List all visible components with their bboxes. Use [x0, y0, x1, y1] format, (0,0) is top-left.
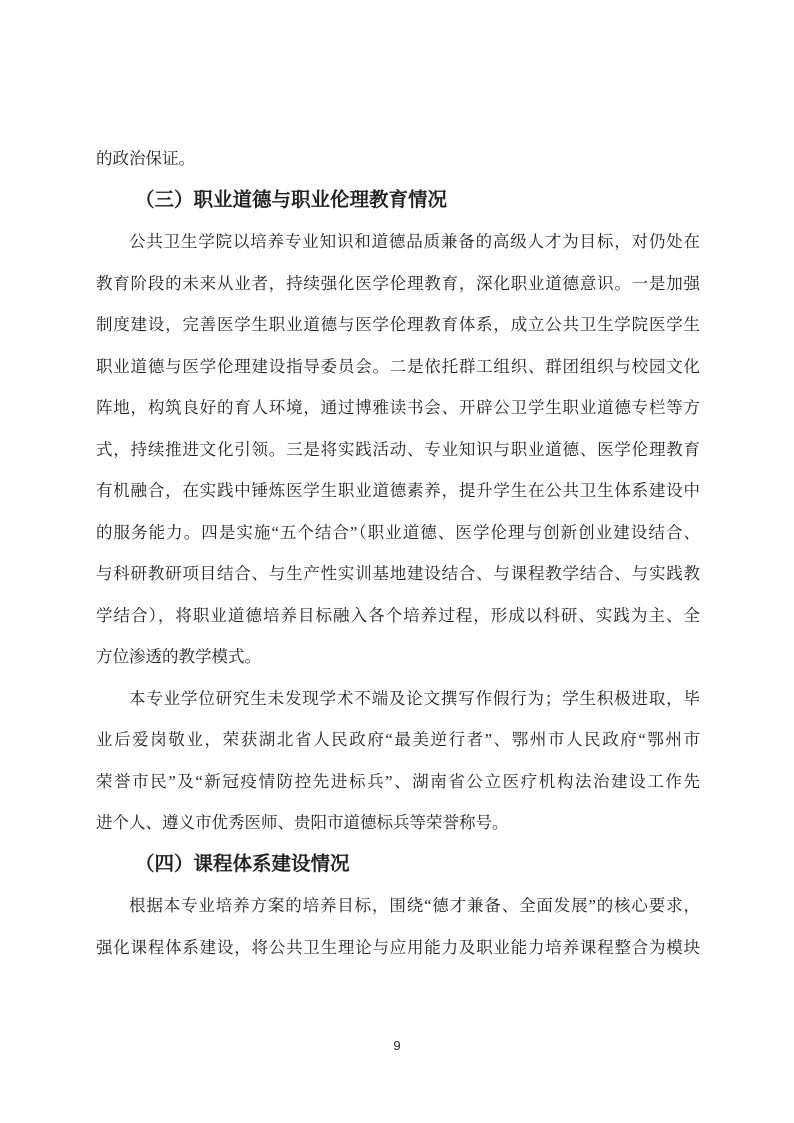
paragraph-line: 式，持续推进文化引领。三是将实践活动、专业知识与职业道德、医学伦理教育 [96, 439, 700, 459]
paragraph-line: 教育阶段的未来从业者，持续强化医学伦理教育，深化职业道德意识。一是加强 [96, 273, 700, 293]
section-heading: （三）职业道德与职业伦理教育情况 [135, 189, 448, 211]
paragraph-line: 业后爱岗敬业，荣获湖北省人民政府“最美逆行者”、鄂州市人民政府“鄂州市 [96, 730, 700, 749]
paragraph-line: 职业道德与医学伦理建设指导委员会。二是依托群工组织、群团组织与校园文化 [96, 356, 700, 376]
paragraph-line: 学结合），将职业道德培养目标融入各个培养过程，形成以科研、实践为主、全 [96, 605, 700, 625]
paragraph-line: 进个人、遵义市优秀医师、贵阳市道德标兵等荣誉称号。 [96, 813, 509, 832]
paragraph-line: 与科研教研项目结合、与生产性实训基地建设结合、与课程教学结合、与实践教 [96, 564, 700, 583]
document-body [96, 138, 700, 968]
paragraph-line: 制度建设，完善医学生职业道德与医学伦理教育体系，成立公共卫生学院医学生 [96, 315, 700, 334]
paragraph-line: 荣誉市民”及“新冠疫情防控先进标兵”、湖南省公立医疗机构法治建设工作先 [96, 771, 700, 791]
paragraph-line: 强化课程体系建设，将公共卫生理论与应用能力及职业能力培养课程整合为模块 [96, 937, 700, 957]
paragraph-line: 的政治保证。 [96, 149, 195, 168]
paragraph-line: 本专业学位研究生未发现学术不端及论文撰写作假行为；学生积极进取，毕 [129, 688, 700, 708]
paragraph-line: 有机融合，在实践中锤炼医学生职业道德素养，提升学生在公共卫生体系建设中 [96, 481, 700, 500]
paragraph-line: 公共卫生学院以培养专业知识和道德品质兼备的高级人才为目标，对仍处在 [129, 232, 700, 251]
paragraph-line: 阵地，构筑良好的育人环境，通过博雅读书会、开辟公卫学生职业道德专栏等方 [96, 398, 700, 417]
paragraph-line: 的服务能力。四是实施“五个结合”（职业道德、医学伦理与创新创业建设结合、 [96, 522, 700, 542]
page-footer [0, 1036, 794, 1056]
paragraph-line: 根据本专业培养方案的培养目标，围绕“德才兼备、全面发展”的核心要求， [129, 896, 700, 915]
paragraph-line: 方位渗透的教学模式。 [96, 647, 261, 666]
section-heading: （四）课程体系建设情况 [135, 853, 350, 875]
page-number: 9 [393, 1038, 401, 1053]
